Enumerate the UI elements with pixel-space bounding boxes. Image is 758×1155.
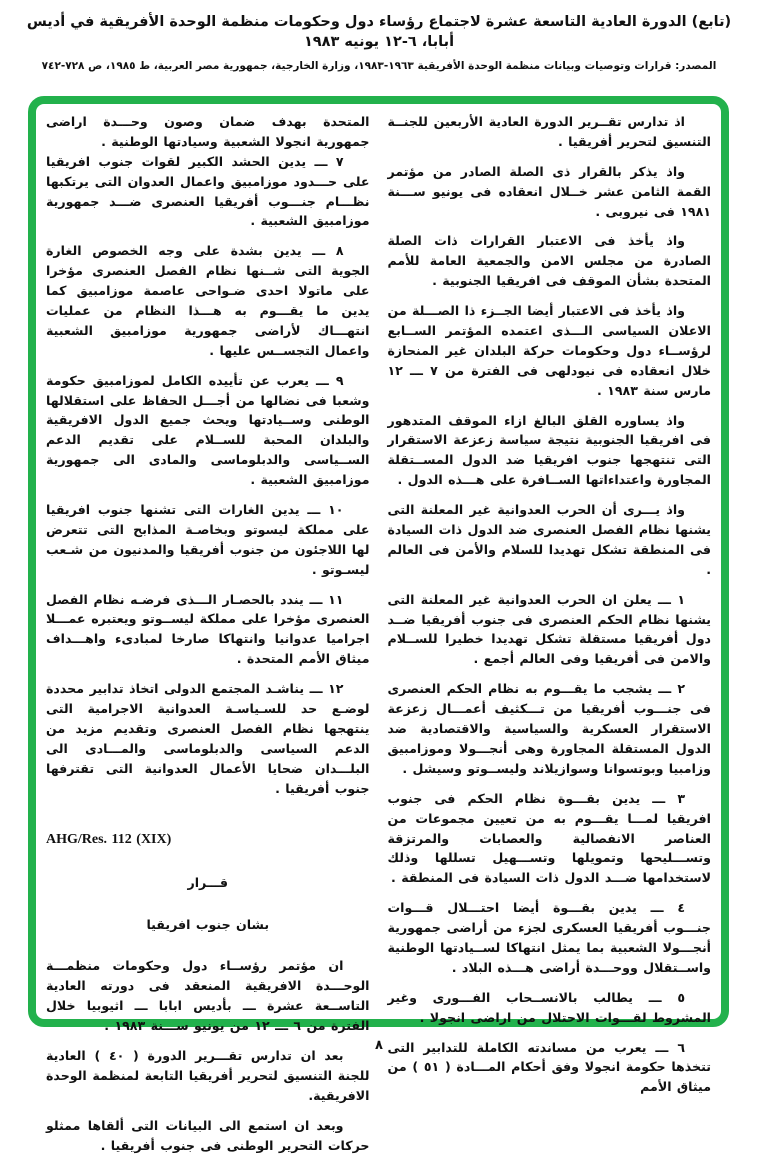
header-title: (تابع) الدورة العادية التاسعة عشرة لاجتماع رؤساء دول وحكومات منظمة الوحدة الأفريقية في أديس أبابا، ٦-١٢ يونيه ١٩٨٣ — [26, 14, 732, 51]
paragraph-preamble-5: واذ يساوره القلق البالغ ازاء الموقف المتدهور فى افريقيا الجنوبية نتيجة سياسة زعزعة الاستقرار التى تنتهجها جنوب افريقيا ضد الدول المســتقلة المجاورة واعتداءاتها الســافرة على هـــذه الدول . — [387, 412, 711, 488]
paragraph-clause-7: ٧ ـــ يدين الحشد الكبير لقوات جنوب افريقيا على حـــدود موزامبيق واعمال العدوان التى يرتكبها نظـــام جنـــوب أفريقيا العنصرى ضـــد جمهورية موزامبيق الشعبية . — [46, 153, 370, 229]
paragraph-clause-11: ١١ ـــ يندد بالحصـار الـــذى فرضـه نظام الفصل العنصرى مؤخرا على مملكة ليســوتو ويعتبره عمـــلا اجراميا عدوانيا وانتهاكا صارخا لمبادىء واهـــداف ميثاق الأمم المتحدة . — [46, 591, 370, 667]
paragraph-preamble-3: واذ يأخذ فى الاعتبار القرارات ذات الصلة الصادرة من مجلس الامن والجمعية العامة للأمم المتحدة بشأن الموقف فى افريقيا الجنوبية . — [387, 233, 711, 289]
paragraph-preamble-4: واذ يأخذ فى الاعتبار أيضا الجــزء ذا الصـــلة من الاعلان السياسى الـــذى اعتمده المؤتمر الســابع لرؤســاء دول وحكومات حركة البلدان غير المنحازة خلال انعقاده فى نيودلهى فى الفترة من ٧ ـــ ١٢ مارس سنة ١٩٨٣ . — [387, 303, 711, 398]
resolution-id: AHG/Res. 112 (XIX) — [46, 831, 172, 847]
paragraph-clause-1: ١ ـــ يعلن ان الحرب العدوانية غير المعلنة التى يشنها نظام الحكم العنصرى فى جنوب أفريقيا ضــد دول أفريقيا مستقلة تشكل تهديدا خطيرا للســلام والامن فى أفريقيا وفى العالم أجمع . — [387, 591, 711, 667]
paragraph-resolution-preamble-2: بعد ان تدارس تقـــرير الدورة ( ٤٠ ) العادية للجنة التنسيق لتحرير أفريقيا التابعة لمنظمة الوحدة الافريقية. — [46, 1047, 370, 1103]
document-frame — [28, 96, 729, 1153]
paragraph-preamble-6: واذ يـــرى أن الحرب العدوانية غير المعلنة التى يشنها نظام الفصل العنصرى ضد الدول ذات السيادة فى المنطقة تشكل تهديدا للسلام والأمن فى العالم . — [387, 502, 711, 577]
paragraph-preamble-2: واذ يذكر بالقرار ذى الصلة الصادر من مؤتمر القمة الثامن عشر خــلال انعقاده فى يونيو ســـنة ١٩٨١ فى نيروبى . — [387, 163, 711, 219]
paragraph-clause-9: ٩ ـــ يعرب عن تأييده الكامل لموزامبيق حكومة وشعبا فى نضالها من أجـــل الحفاظ على استقلالها الوطنى وســيادتها ويحث جميع الدول الافريقية والبلدان المحبة للســلام على تقديم الدعم الســياسى والدبلوماسى والمادى الى جمهورية موزامبيق الشعبية . — [46, 372, 370, 488]
paragraph-clause-5: ٥ ـــ يطالب بالانســحاب الفـــورى وغير المشروط لقـــوات الاحتلال من اراضى انجولا . — [387, 989, 711, 1025]
paragraph-resolution-preamble-3: وبعد ان استمع الى البيانات التى ألقاها ممثلو حركات التحرير الوطنى فى جنوب أفريقيا . — [46, 1117, 370, 1153]
header-source: المصدر: قرارات وتوصيات وبيانات منظمة الوحدة الأفريقية ١٩٦٣-١٩٨٣، وزارة الخارجية، جمهورية مصر العربية، ط ١٩٨٥، ص ٧٢٨-٧٤٢ — [41, 59, 717, 72]
paragraph-clause-8: ٨ ـــ يدين بشدة على وجه الخصوص الغارة الجوية التى شــنها نظام الفصل العنصرى مؤخرا على ماتولا احدى ضـواحى عاصمة موزامبيق كما يدين ما يقـــوم به هـــذا النظام من عمليات انتهـــاك لأراضى جمهورية موزامبيق الشعبية واعمال التجســس عليها . — [46, 243, 370, 358]
paragraph-clause-6-continuation: المتحدة بهدف ضمان وصون وحـــدة اراضى جمهورية انجولا الشعبية وسيادتها الوطنية . — [46, 114, 370, 149]
paragraph-clause-12: ١٢ ـــ يناشـد المجتمع الدولى اتخاذ تدابير محددة لوضـع حد للسـياسـة العدوانية الاجرامية التى ينتهجها نظام الفصل العنصرى وتقديم مزيد من الدعم السياسى والدبلوماسى والمـــادى الى البلـــدان ضحايا الأعمال العدوانية التى تقترفها جنوب أفريقيا . — [46, 681, 370, 796]
paragraph-clause-2: ٢ ـــ يشجب ما يقـــوم به نظام الحكم العنصرى فى جنـــوب أفريقيا من تـــكثيف أعمـــال زعزعة الاستقرار العسكرية والسياسية والاقتصادية ضد الدول المستقلة المجاورة وهى أنجـــولا وموزامبيق وزامبيا وبوتسوانا وسوازيلاند وليســوتو وسيشل . — [387, 681, 711, 776]
resolution-subject: بشان جنوب افريقيا — [146, 916, 270, 932]
paragraph-resolution-preamble-1: ان مؤتمر رؤســاء دول وحكومات منظمـــة الوحـــدة الافريقية المنعقد فى دورته العادية التاســعة عشرة ـــ بأديس ابابا ـــ اثيوبيا خلال الفترة من ٦ ـــ ١٢ من يونيو ســـنة ١٩٨٣ . — [46, 958, 370, 1034]
resolution-heading: قـــرار — [187, 874, 229, 890]
two-column-layout — [46, 112, 711, 1153]
column-right — [387, 112, 712, 1095]
paragraph-clause-6: ٦ ـــ يعرب من مساندته الكاملة للتدابير التى تتخذها حكومة انجولا وفق أحكام المـــادة ( ٥١ ) من ميثاق الأمم — [387, 1039, 711, 1095]
page-number: ٨ — [375, 1038, 383, 1053]
paragraph-clause-3: ٣ ـــ يدين بقـــوة نظام الحكم فى جنوب افريقيا لمـــا يقـــوم به من تعيين مجموعات من العناصر الانفصالية والعصابات والمرتزقة وتســـليحها وتمويلها وتســـهيل تسللها وذلك لاستخدامها ضـــد الدول ذات السيادة فى المنطقة . — [387, 790, 711, 886]
page-header — [10, 12, 748, 73]
paragraph-clause-4: ٤ ـــ يدين بقـــوة أيضا احتـــلال قـــوات جنـــوب أفريقيا العسكرى لجزء من أراضى جمهورية أنجـــولا الشعبية بما يمثل انتهاكا لســيادتها الوطنية واســتقلال ووحـــدة أراضى هـــذه البلاد . — [387, 900, 711, 975]
paragraph-preamble-1: اذ تدارس تقــرير الدورة العادية الأربعين للجنــة التنسيق لتحرير أفريقيا . — [387, 114, 711, 149]
paragraph-clause-10: ١٠ ـــ يدين الغارات التى تشنها جنوب افريقيا على مملكة ليسوتو وبخاصـة المذابح التى تتعرض لها اللاجئون من جنوب أفريقيا والمدنيون من شـعب ليسـوتو . — [46, 502, 370, 577]
column-left — [46, 112, 370, 1153]
